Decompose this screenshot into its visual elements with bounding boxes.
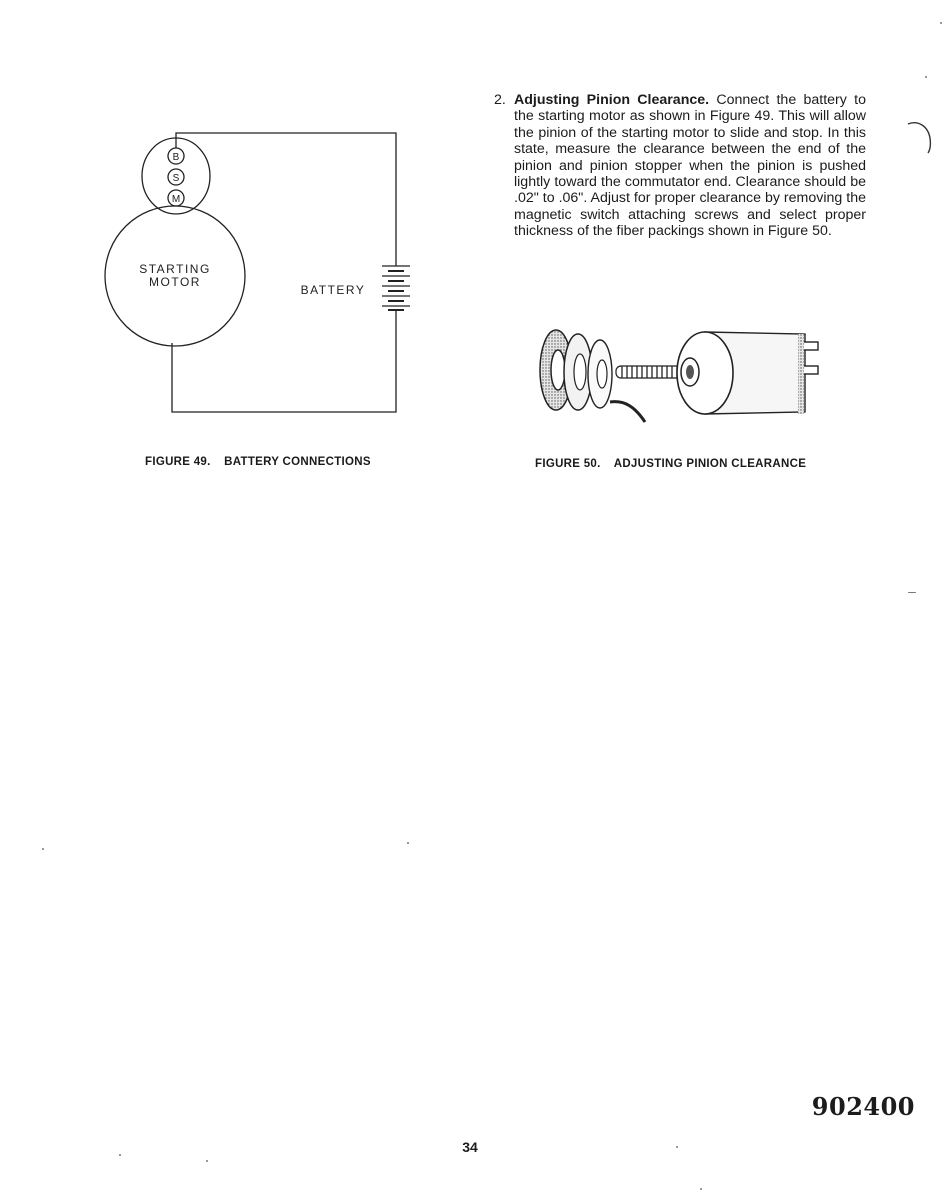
item-body: Connect the battery to the starting motor as shown in Figure 49. This will allow the pinion of the starting motor to slide and stop. In this state, measure the clearance between the end of the pinion and pinion stopper when the pinion is pushed lightly toward the commutator end. Clearance should be .02" to .06". Adjust for proper clearance by removing the magnetic switch attaching screws and select proper thickness of the fiber packings shown in Figure 50. <box>514 92 866 240</box>
plunger-spring <box>616 366 682 378</box>
page-number: 34 <box>462 1139 478 1155</box>
figure-49-caption <box>145 456 371 468</box>
figure-50-caption-title: ADJUSTING PINION CLEARANCE <box>613 458 807 470</box>
document-number: 902400 <box>811 1092 915 1121</box>
battery-symbol <box>382 266 410 310</box>
terminal-s-label: S <box>172 173 180 184</box>
top-wire <box>176 133 396 266</box>
figure-50-caption <box>535 458 806 470</box>
bottom-wire <box>172 310 396 412</box>
battery-connection-diagram <box>95 125 415 425</box>
magnetic-switch-body <box>677 332 818 414</box>
figure-49-caption-title: BATTERY CONNECTIONS <box>224 456 371 468</box>
item-title: Adjusting Pinion Clearance. <box>514 92 710 108</box>
motor-label-line2: MOTOR <box>149 275 201 289</box>
item-number: 2. <box>494 92 506 108</box>
figure-50-caption-number: FIGURE 50. <box>535 458 601 470</box>
starter-solenoid-exploded-illustration <box>530 322 840 432</box>
terminal-b-label: B <box>172 152 180 163</box>
figure-49-caption-number: FIGURE 49. <box>145 456 211 468</box>
battery-label: BATTERY <box>300 283 366 297</box>
instruction-paragraph <box>494 92 866 240</box>
terminal-m-label: M <box>171 194 181 205</box>
motor-label-line1: STARTING <box>139 262 211 276</box>
margin-mark <box>906 118 936 158</box>
